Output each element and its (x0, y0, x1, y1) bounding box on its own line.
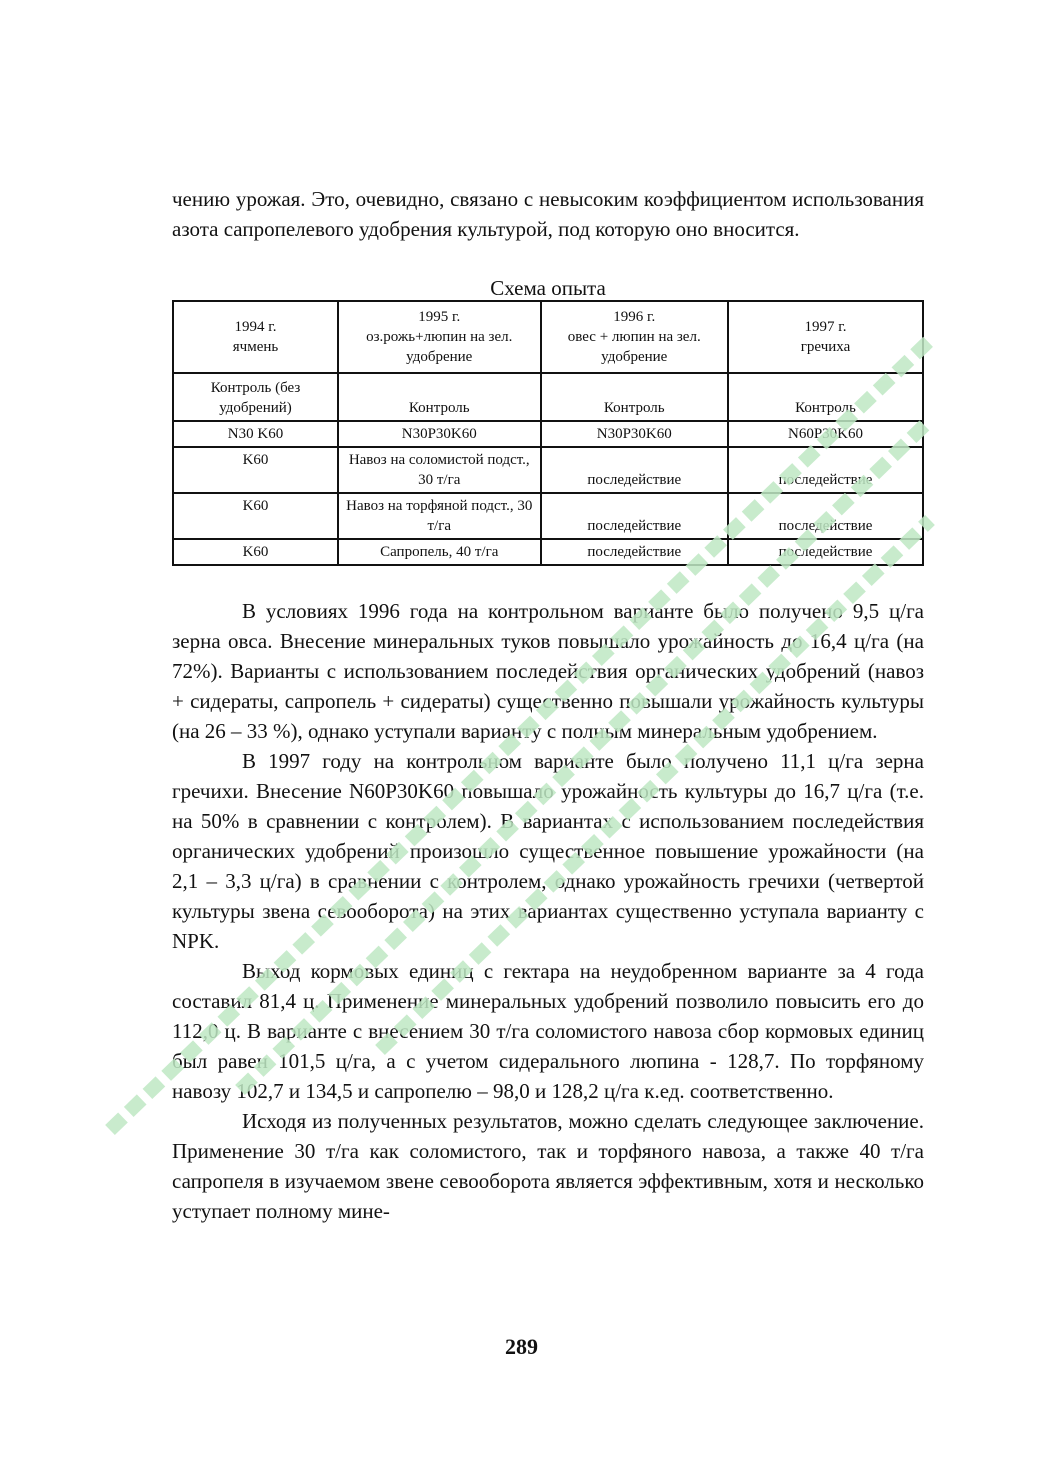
table-header-row (173, 301, 923, 373)
table-cell: последействие (541, 447, 729, 493)
header-cell: 1997 г. гречиха (728, 301, 923, 373)
table-cell: последействие (728, 447, 923, 493)
table-row (173, 539, 923, 565)
header-cell: 1995 г. оз.рожь+люпин на зел. удобрение (338, 301, 541, 373)
paragraph: Выход кормовых единиц с гектара на неудобренном варианте за 4 года составил 81,4 ц. Применение минеральных удобрений позволило повысить его до 112,0 ц. В варианте с внесением 30 т/га соломистого навоза сбор кормовых единиц был равен 101,5 ц/га, а с учетом сидерального люпина - 128,7. По торфяному навозу 102,7 и 134,5 и сапропелю – 98,0 и 128,2 ц/га к.ед. соответственно. (172, 959, 924, 1103)
paragraph: В условиях 1996 года на контрольном варианте было получено 9,5 ц/га зерна овса. Внесение минеральных туков повышало урожайность до 16,4 ц/га (на 72%). Варианты с использованием последействия органических удобрений (навоз + сидераты, сапропель + сидераты) существенно повышали урожайность культуры (на 26 – 33 %), однако уступали варианту с полным минеральным удобрением. (172, 599, 924, 743)
table-cell: последействие (541, 539, 729, 565)
table-row (173, 421, 923, 447)
table-row (173, 373, 923, 421)
table-cell: последействие (728, 539, 923, 565)
table-cell: K60 (173, 493, 338, 539)
paragraph: Исходя из полученных результатов, можно сделать следующее заключение. Применение 30 т/га как соломистого, так и торфяного навоза, а также 40 т/га сапропеля в изучаемом звене севооборота является эффективным, хотя и несколько уступает полному мине- (172, 1109, 924, 1223)
header-cell: 1996 г. овес + люпин на зел. удобрение (541, 301, 729, 373)
table-cell: N30P30K60 (338, 421, 541, 447)
table-cell: Контроль (338, 373, 541, 421)
page-number: 289 (505, 1334, 538, 1359)
table-cell: Навоз на соломистой подст., 30 т/га (338, 447, 541, 493)
table-cell: K60 (173, 447, 338, 493)
experiment-scheme-table (172, 300, 924, 566)
table-cell: Контроль (728, 373, 923, 421)
paragraph: В 1997 году на контрольном варианте было получено 11,1 ц/га зерна гречихи. Внесение N60P30K60 повышало урожайность культуры до 16,7 ц/га (т.е. на 50% в сравнении с контролем). В вариантах с использованием последействия органических удобрений произошло существенное повышение урожайности (на 2,1 – 3,3 ц/га) в сравнении с контролем, однако урожайность гречихи (четвертой культуры звена севооборота) на этих вариантах существенно уступала варианту с NPK. (172, 749, 924, 953)
table-cell: N30 K60 (173, 421, 338, 447)
table-cell: N30P30K60 (541, 421, 729, 447)
table-cell: Контроль (без удобрений) (173, 373, 338, 421)
table-cell: Навоз на торфяной подст., 30 т/га (338, 493, 541, 539)
table-cell: последействие (728, 493, 923, 539)
table-cell: Контроль (541, 373, 729, 421)
table-cell: K60 (173, 539, 338, 565)
body-text (172, 596, 924, 1226)
table-row (173, 493, 923, 539)
table-caption: Схема опыта (490, 276, 606, 300)
table-cell: N60P30K60 (728, 421, 923, 447)
intro-paragraph: чению урожая. Это, очевидно, связано с невысоким коэффициентом использования азота сапропелевого удобрения культурой, под которую оно вносится. (172, 187, 924, 241)
table-row (173, 447, 923, 493)
table-cell: последействие (541, 493, 729, 539)
header-cell: 1994 г. ячмень (173, 301, 338, 373)
table-cell: Сапропель, 40 т/га (338, 539, 541, 565)
